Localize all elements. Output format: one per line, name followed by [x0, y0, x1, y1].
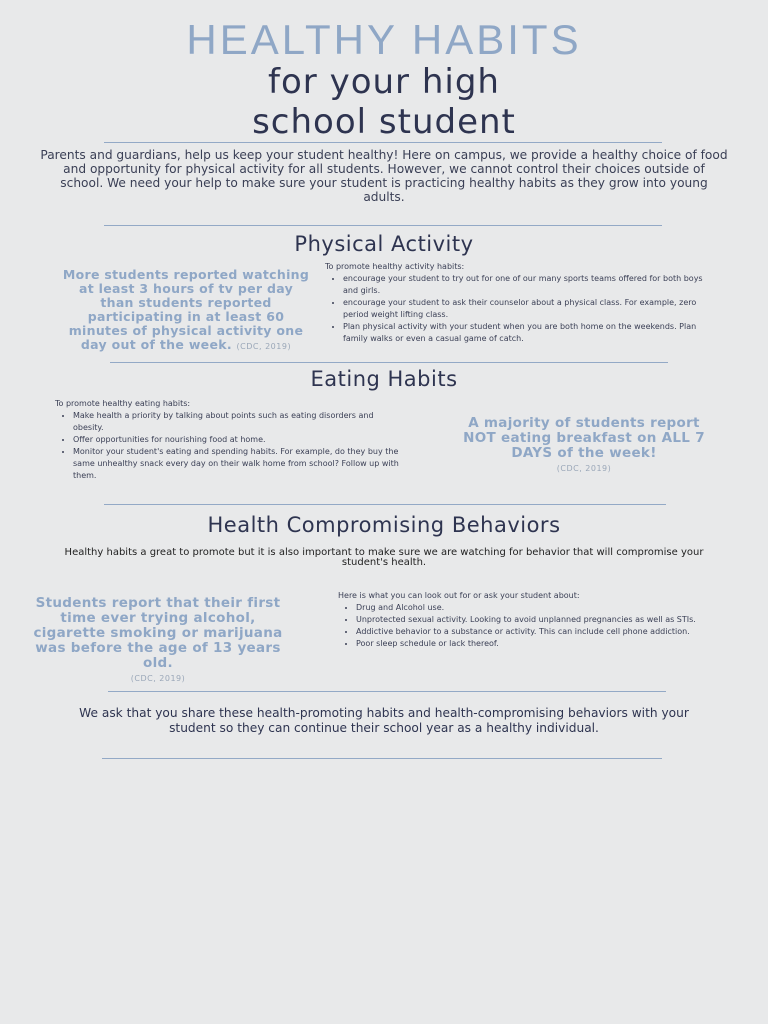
divider [102, 758, 662, 759]
divider [104, 504, 666, 505]
compromising-behaviors-stat [30, 596, 286, 686]
list-item: • Drug and Alcohol use. [356, 602, 710, 614]
intro-paragraph: Parents and guardians, help us keep your student healthy! Here on campus, we provide a healthy choice of food and opportunity for physical activity for all students. However, we cannot control their choices outside of school. We need your help to make sure your student is practicing healthy habits as they grow into young adults. [40, 148, 728, 204]
list-item: • Addictive behavior to a substance or activity. This can include cell phone addiction. [356, 626, 710, 638]
list-item: • Plan physical activity with your student when you are both home on the weekends. Plan family walks or even a casual game of catch. [343, 321, 710, 345]
citation: (CDC, 2019) [236, 342, 292, 351]
eating-habits-list [55, 410, 405, 482]
citation: (CDC, 2019) [556, 464, 612, 473]
page-title: HEALTHY HABITS [186, 16, 582, 63]
citation: (CDC, 2019) [130, 674, 186, 683]
list-item: • Make health a priority by talking about points such as eating disorders and obesity. [73, 410, 405, 434]
list-intro: To promote healthy eating habits: [55, 399, 191, 408]
divider [110, 362, 668, 363]
list-item: • Poor sleep schedule or lack thereof. [356, 638, 710, 650]
page-subtitle [0, 62, 768, 142]
list-item: • encourage your student to try out for one of our many sports teams offered for both boys and girls. [343, 273, 710, 297]
list-intro: To promote healthy activity habits: [325, 262, 465, 271]
physical-activity-tips [325, 261, 710, 345]
list-item: • Offer opportunities for nourishing food at home. [73, 434, 405, 446]
eating-habits-stat [455, 416, 713, 476]
physical-activity-stat [60, 268, 312, 354]
compromising-behaviors-tips [338, 590, 710, 650]
eating-habits-heading: Eating Habits [310, 367, 458, 391]
list-item: • Monitor your student's eating and spending habits. For example, do they buy the same unhealthy snack every day on their walk home from school? Follow up with them. [73, 446, 405, 482]
eating-habits-tips [55, 398, 405, 482]
compromising-behaviors-list [338, 602, 710, 650]
stat-text: More students reported watching at least 3 hours of tv per day than students reported participating in at least 60 minutes of physical activity one day out of the week. [62, 267, 310, 352]
compromising-behaviors-intro: Healthy habits a great to promote but it is also important to make sure we are watching for behavior that will compromise your student's health. [64, 547, 704, 568]
stat-text: Students report that their first time ever trying alcohol, cigarette smoking or marijuana was before the age of 13 years old. [33, 595, 283, 671]
compromising-behaviors-heading: Health Compromising Behaviors [207, 513, 561, 537]
list-item: • encourage your student to ask their counselor about a physical class. For example, zero period weight lifting class. [343, 297, 710, 321]
divider [104, 142, 662, 143]
stat-text: A majority of students report NOT eating breakfast on ALL 7 DAYS of the week! [463, 415, 705, 461]
subtitle-line-1: for your high [268, 62, 500, 102]
divider [108, 691, 666, 692]
physical-activity-heading: Physical Activity [294, 232, 474, 256]
subtitle-line-2: school student [252, 102, 516, 142]
list-intro: Here is what you can look out for or ask your student about: [338, 591, 580, 600]
physical-activity-list [325, 273, 710, 345]
divider [104, 225, 662, 226]
list-item: • Unprotected sexual activity. Looking to avoid unplanned pregnancies as well as STIs. [356, 614, 710, 626]
closing-paragraph: We ask that you share these health-promoting habits and health-compromising behaviors with your student so they can continue their school year as a healthy individual. [79, 706, 689, 735]
